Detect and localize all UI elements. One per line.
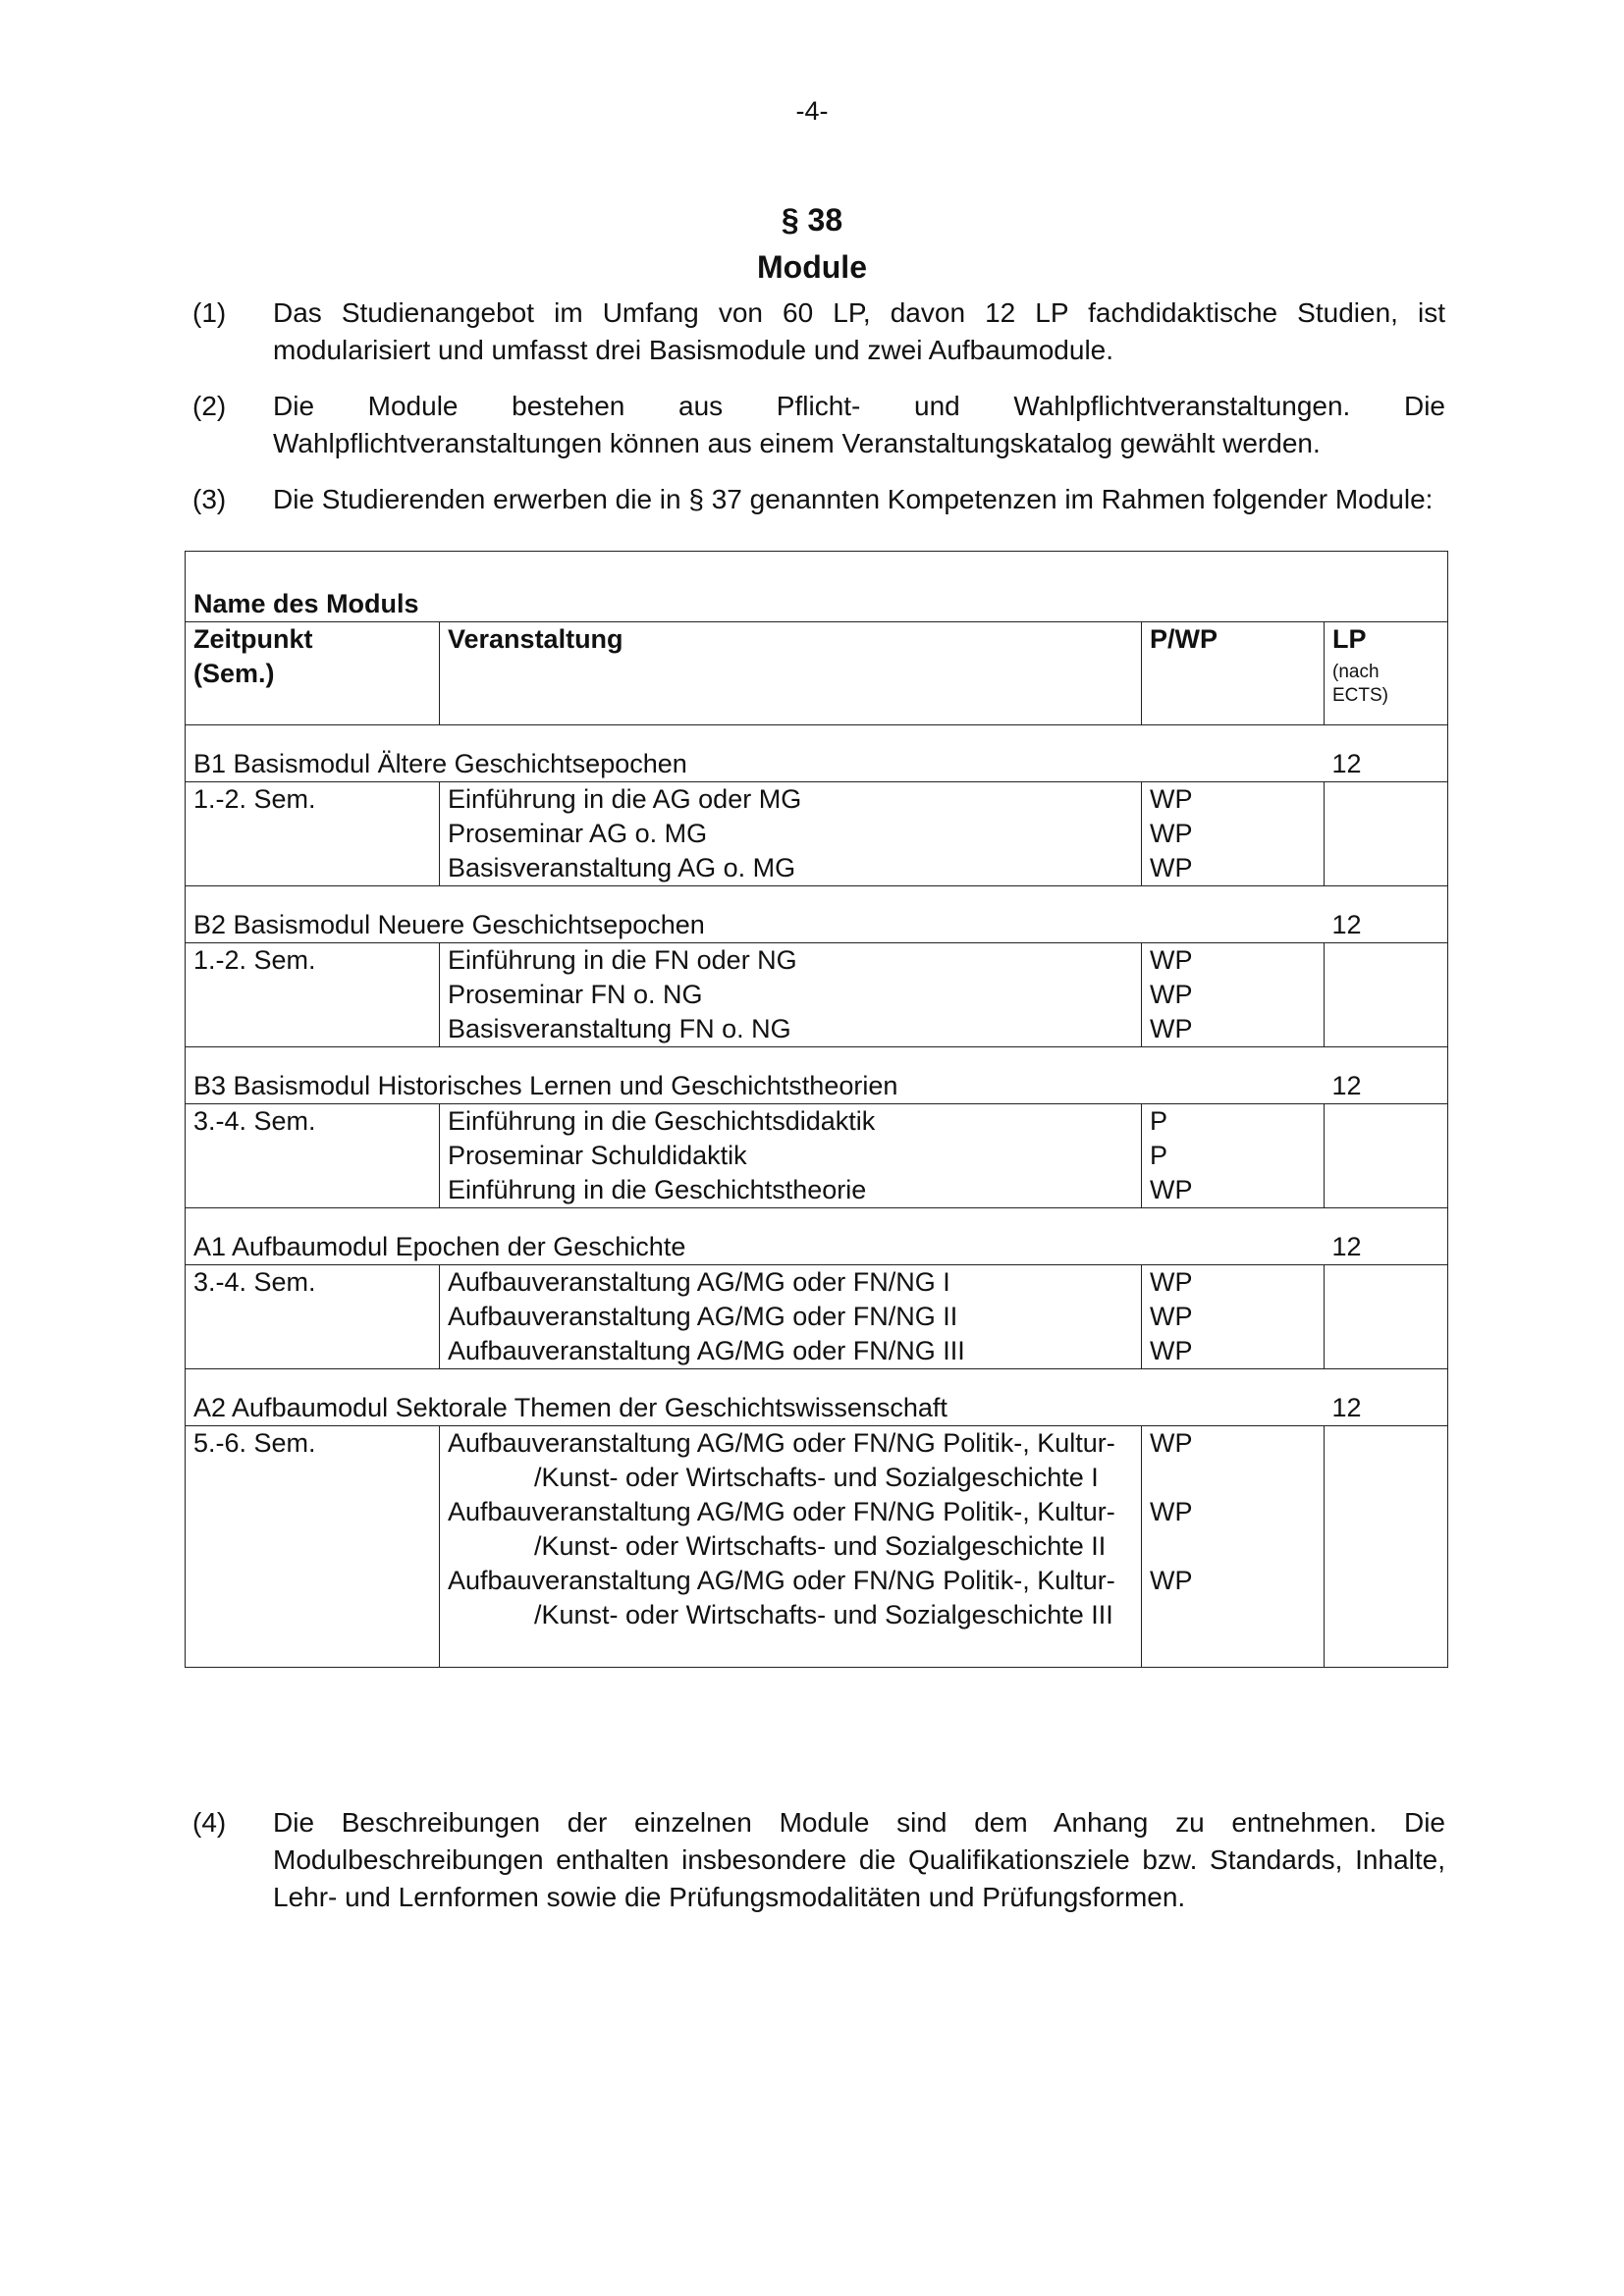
table-header-row bbox=[186, 622, 1448, 725]
course-type: WP bbox=[1150, 980, 1193, 1009]
course-type: WP bbox=[1150, 819, 1193, 848]
module-table bbox=[185, 551, 1448, 1668]
course-type: WP bbox=[1150, 1497, 1193, 1526]
course-item: Proseminar Schuldidaktik bbox=[448, 1141, 747, 1170]
course-type-list bbox=[1142, 1426, 1325, 1668]
course-lp-cell bbox=[1325, 1104, 1448, 1208]
course-item: Basisveranstaltung AG o. MG bbox=[448, 853, 796, 882]
paragraph-3 bbox=[192, 481, 1445, 518]
course-item: Einführung in die AG oder MG bbox=[448, 784, 802, 814]
course-type-list bbox=[1142, 782, 1325, 886]
course-type: WP bbox=[1150, 1566, 1193, 1595]
paragraph-text: Die Studierenden erwerben die in § 37 genannten Kompetenzen im Rahmen folgender Module: bbox=[273, 484, 1434, 514]
course-type-list bbox=[1142, 1265, 1325, 1369]
module-semester: 3.-4. Sem. bbox=[186, 1265, 440, 1369]
module-courses-row bbox=[186, 1426, 1448, 1668]
course-type: WP bbox=[1150, 1428, 1193, 1458]
module-name: B2 Basismodul Neuere Geschichtsepochen bbox=[186, 886, 1325, 943]
course-list bbox=[440, 1265, 1142, 1369]
module-name-row bbox=[186, 725, 1448, 782]
paragraph-2 bbox=[192, 388, 1445, 462]
course-type: WP bbox=[1150, 945, 1193, 975]
module-name-row bbox=[186, 886, 1448, 943]
module-name-row bbox=[186, 1047, 1448, 1104]
module-courses-row bbox=[186, 943, 1448, 1047]
course-item: /Kunst- oder Wirtschafts- und Sozialgeschichte II bbox=[534, 1531, 1107, 1561]
paragraph-text: Das Studienangebot im Umfang von 60 LP, davon 12 LP fachdidaktische Studien, ist modularisiert und umfasst drei Basismodule und zwei Aufbaumodule. bbox=[273, 297, 1445, 365]
col-header-zeitpunkt: Zeitpunkt (Sem.) bbox=[186, 622, 440, 725]
course-item: Basisveranstaltung FN o. NG bbox=[448, 1014, 791, 1043]
course-lp-cell bbox=[1325, 782, 1448, 886]
col-header-veranstaltung: Veranstaltung bbox=[440, 622, 1142, 725]
course-item: /Kunst- oder Wirtschafts- und Sozialgeschichte III bbox=[534, 1600, 1113, 1629]
course-item: Aufbauveranstaltung AG/MG oder FN/NG Politik-, Kultur- bbox=[448, 1566, 1115, 1595]
module-lp: 12 bbox=[1325, 1208, 1448, 1265]
paragraph-1 bbox=[192, 294, 1445, 369]
course-lp-cell bbox=[1325, 1426, 1448, 1668]
course-type-list bbox=[1142, 1104, 1325, 1208]
module-courses-row bbox=[186, 1104, 1448, 1208]
paragraph-text: Die Module bestehen aus Pflicht- und Wahlpflichtveranstaltungen. Die Wahlpflichtveranstaltungen können aus einem Veranstaltungskatalog gewählt werden. bbox=[273, 391, 1445, 458]
module-name: A2 Aufbaumodul Sektorale Themen der Geschichtswissenschaft bbox=[186, 1369, 1325, 1426]
course-type: WP bbox=[1150, 1014, 1193, 1043]
course-type: WP bbox=[1150, 1267, 1193, 1297]
module-semester: 5.-6. Sem. bbox=[186, 1426, 440, 1668]
course-item: Einführung in die FN oder NG bbox=[448, 945, 797, 975]
module-lp: 12 bbox=[1325, 1047, 1448, 1104]
module-name: A1 Aufbaumodul Epochen der Geschichte bbox=[186, 1208, 1325, 1265]
module-lp: 12 bbox=[1325, 1369, 1448, 1426]
course-type: P bbox=[1150, 1141, 1168, 1170]
course-type: WP bbox=[1150, 1302, 1193, 1331]
course-item: Einführung in die Geschichtsdidaktik bbox=[448, 1106, 876, 1136]
course-item: Aufbauveranstaltung AG/MG oder FN/NG III bbox=[448, 1336, 965, 1365]
module-name-row bbox=[186, 1369, 1448, 1426]
course-type-list bbox=[1142, 943, 1325, 1047]
paragraph-number: (2) bbox=[192, 391, 227, 421]
course-item: Proseminar FN o. NG bbox=[448, 980, 703, 1009]
paragraph-number: (3) bbox=[192, 484, 227, 514]
col-header-lp: LP (nach ECTS) bbox=[1325, 622, 1448, 725]
page-number: -4- bbox=[795, 96, 829, 126]
course-list bbox=[440, 943, 1142, 1047]
module-courses-row bbox=[186, 782, 1448, 886]
course-lp-cell bbox=[1325, 943, 1448, 1047]
course-item: Aufbauveranstaltung AG/MG oder FN/NG Politik-, Kultur- bbox=[448, 1428, 1115, 1458]
module-courses-row bbox=[186, 1265, 1448, 1369]
module-semester: 3.-4. Sem. bbox=[186, 1104, 440, 1208]
module-name-row bbox=[186, 1208, 1448, 1265]
section-number: § 38 bbox=[781, 202, 843, 238]
paragraph-number: (1) bbox=[192, 297, 227, 328]
paragraph-text: Die Beschreibungen der einzelnen Module sind dem Anhang zu entnehmen. Die Modulbeschreibungen enthalten insbesondere die Qualifikationsziele bzw. Standards, Inhalte, Lehr- und Lernformen sowie die Prüfungsmodalitäten und Prüfungsformen. bbox=[273, 1807, 1445, 1912]
course-type: WP bbox=[1150, 1175, 1193, 1204]
course-item: Proseminar AG o. MG bbox=[448, 819, 708, 848]
course-item: /Kunst- oder Wirtschafts- und Sozialgeschichte I bbox=[534, 1463, 1099, 1492]
module-name: B3 Basismodul Historisches Lernen und Geschichtstheorien bbox=[186, 1047, 1325, 1104]
course-list bbox=[440, 1426, 1142, 1668]
course-item: Aufbauveranstaltung AG/MG oder FN/NG II bbox=[448, 1302, 958, 1331]
module-semester: 1.-2. Sem. bbox=[186, 943, 440, 1047]
module-semester: 1.-2. Sem. bbox=[186, 782, 440, 886]
section-heading bbox=[0, 196, 1624, 291]
table-title-row bbox=[186, 552, 1448, 622]
course-item: Aufbauveranstaltung AG/MG oder FN/NG I bbox=[448, 1267, 950, 1297]
col-header-pwp: P/WP bbox=[1142, 622, 1325, 725]
paragraph-4 bbox=[192, 1804, 1445, 1916]
course-type: WP bbox=[1150, 784, 1193, 814]
course-item: Aufbauveranstaltung AG/MG oder FN/NG Politik-, Kultur- bbox=[448, 1497, 1115, 1526]
course-list bbox=[440, 782, 1142, 886]
module-lp: 12 bbox=[1325, 886, 1448, 943]
section-title: Module bbox=[757, 249, 867, 285]
paragraph-number: (4) bbox=[192, 1807, 227, 1838]
module-name: B1 Basismodul Ältere Geschichtsepochen bbox=[186, 725, 1325, 782]
table-title: Name des Moduls bbox=[186, 552, 1448, 622]
course-list bbox=[440, 1104, 1142, 1208]
module-lp: 12 bbox=[1325, 725, 1448, 782]
course-item: Einführung in die Geschichtstheorie bbox=[448, 1175, 867, 1204]
course-lp-cell bbox=[1325, 1265, 1448, 1369]
course-type: WP bbox=[1150, 1336, 1193, 1365]
course-type: WP bbox=[1150, 853, 1193, 882]
course-type: P bbox=[1150, 1106, 1168, 1136]
